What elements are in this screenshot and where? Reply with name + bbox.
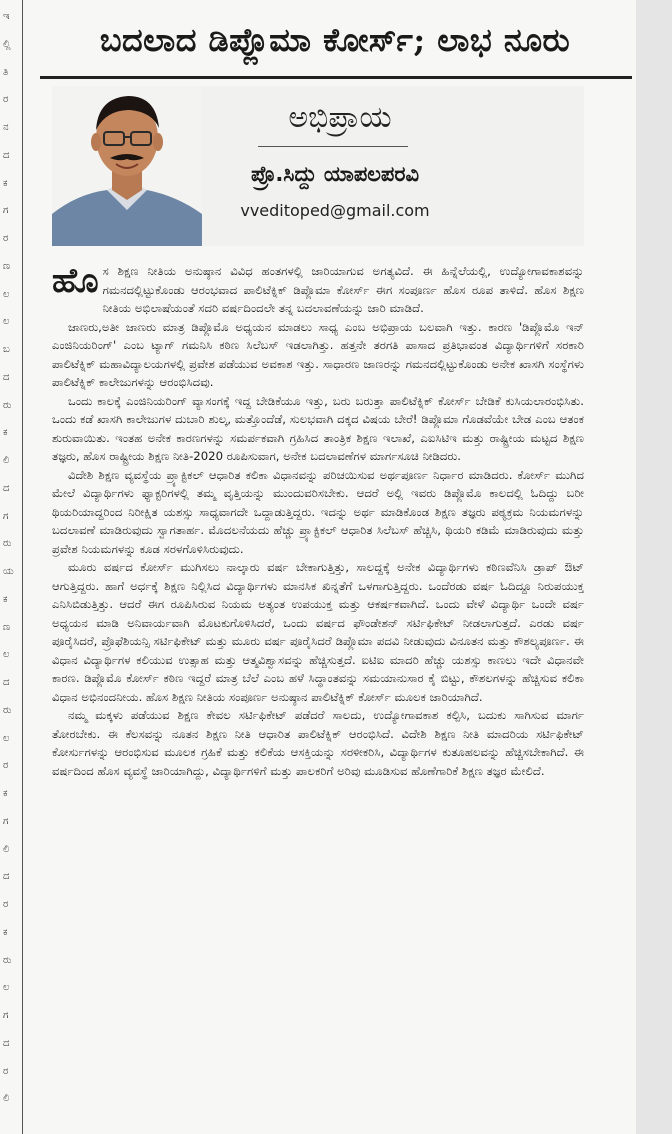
adjacent-column-fragment: ಗ [3,1010,9,1021]
adjacent-column-fragment: ಣ [3,260,11,272]
adjacent-column-fragment: ಲಿ [3,843,10,855]
adjacent-column-fragment: ರು [3,538,12,550]
adjacent-column-edge [0,0,23,1134]
adjacent-column-fragment: ಕ [3,788,8,799]
adjacent-column-fragment: ಯ [3,566,14,577]
adjacent-column-fragment: ರು [3,704,12,716]
article-paragraph: ಜಾಣರು,ಅತೀ ಜಾಣರು ಮಾತ್ರ ಡಿಪ್ಲೊಮೊ ಅಧ್ಯಯನ ಮಾಡಲು ಸಾಧ್ಯ ಎಂಬ ಅಭಿಪ್ರಾಯ ಬಲವಾಗಿ ಇತ್ತು. ಕಾರಣ 'ಡಿಪ್ಲೊಮೊ ಇನ್ ಎಂಜಿನಿಯರಿಂಗ್' ಎಂಬ ಟ್ಯಾಗ್ ಗಮನಿಸಿ ಕಠಿಣ ಸಿಲೆಬಸ್ ಇಡಲಾಗಿತ್ತು. ಹತ್ತನೇ ತರಗತಿ ಪಾಸಾದ ಪ್ರತಿಭಾವಂತ ವಿದ್ಯಾರ್ಥಿಗಳಿಗೆ ಸರಕಾರಿ ಪಾಲಿಟೆಕ್ನಿಕ್ ಮಹಾವಿದ್ಯಾಲಯಗಳಲ್ಲಿ ಪ್ರವೇಶ ಪಡೆಯುವ ಅವಕಾಶ ಇತ್ತು. ಸಾಧಾರಣ ಜಾಣರನ್ನು ಗಮನದಲ್ಲಿಟ್ಟುಕೊಂಡು ಅನೇಕ ಖಾಸಗಿ ಸಂಸ್ಥೆಗಳು ಪಾಲಿಟೆಕ್ನಿಕ್ ಕಾಲೇಜುಗಳನ್ನು ಆರಂಭಿಸಿದವು. [52,319,584,389]
adjacent-column-fragment: ದ [3,871,10,883]
adjacent-column-fragment: ರ [3,94,9,106]
adjacent-column-fragment: ರು [3,954,12,966]
author-name: ಪ್ರೊ.ಸಿದ್ದು ಯಾಪಲಪರವಿ [250,162,420,186]
column-title-rule [258,146,408,147]
article-paragraph [52,262,584,318]
adjacent-column-fragment: ಗ [3,510,9,522]
adjacent-column-fragment: ದ [3,149,10,161]
column-title: ಅಭಿಪ್ರಾಯ [288,100,392,135]
adjacent-column-fragment: ದ [3,482,10,494]
headline-rule [40,76,632,79]
adjacent-column-fragment: ರ [3,1065,9,1077]
adjacent-column-fragment: ಕ [3,593,8,605]
adjacent-column-fragment: ಲಿ [3,455,10,466]
adjacent-column-fragment: ರು [3,399,12,411]
adjacent-column-fragment: ಕ [3,926,8,938]
article-paragraph: ನಮ್ಮ ಮಕ್ಕಳು ಪಡೆಯುವ ಶಿಕ್ಷಣ ಕೇವಲ ಸರ್ಟಿಫಿಕೇಟ್ ಪಡೆದರೆ ಸಾಲದು, ಉದ್ಯೋಗಾವಕಾಶ ಕಲ್ಪಿಸಿ, ಬದುಕು ಸಾಗಿಸುವ ಮಾರ್ಗ ತೋರಬೇಕು. ಈ ಕೆಲಸವನ್ನು ನೂತನ ಶಿಕ್ಷಣ ನೀತಿ ಆಧಾರಿತ ಪಾಲಿಟೆಕ್ನಿಕ್ ಆರಂಭಿಸಿದೆ. ವಿದೇಶಿ ಶಿಕ್ಷಣ ನೀತಿ ಮಾದರಿಯ ಸರ್ಟಿಫಿಕೇಟ್ ಕೋರ್ಸುಗಳನ್ನು ಆರಂಭಿಸುವ ಮೂಲಕ ಗ್ರಹಿಕೆ ಮತ್ತು ಕಲಿಕೆಯ ಆಸಕ್ತಿಯನ್ನು ಸರಳೀಕರಿಸಿ, ವಿದ್ಯಾರ್ಥಿಗಳ ಕುತೂಹಲವನ್ನು ಹೆಚ್ಚಿಸಬೇಕಾಗಿದೆ. ಈ ವರ್ಷದಿಂದ ಹೊಸ ವ್ಯವಸ್ಥೆ ಜಾರಿಯಾಗಿದ್ದು, ವಿದ್ಯಾರ್ಥಿಗಳಿಗೆ ಮತ್ತು ಪಾಲಕರಿಗೆ ಅರಿವು ಮೂಡಿಸುವ ಹೊಣೆಗಾರಿಕೆ ಶಿಕ್ಷಣ ತಜ್ಞರ ಮೇಲಿದೆ. [52,708,584,778]
article-paragraph: ವಿದೇಶಿ ಶಿಕ್ಷಣ ವ್ಯವಸ್ಥೆಯ ಪ್ರ್ಯಾಕ್ಟಿಕಲ್ ಆಧಾರಿತ ಕಲಿಕಾ ವಿಧಾನವನ್ನು ಪರಿಚಯಿಸುವ ಅರ್ಥಪೂರ್ಣ ನಿರ್ಧಾರ ಮಾಡಿದರು. ಕೋರ್ಸ್ ಮುಗಿದ ಮೇಲೆ ವಿದ್ಯಾರ್ಥಿಗಳು ಫ್ಯಾಕ್ಟರಿಗಳಲ್ಲಿ ತಮ್ಮ ವೃತ್ತಿಯನ್ನು ಮುಂದುವರಿಸಬೇಕು. ಆದರೆ ಅಲ್ಲಿ ಇವರು ಡಿಪ್ಲೊಮೊ ಕಾಲದಲ್ಲಿ ಓದಿದ್ದು ಬರೀ ಥಿಯರಿಯಾದ್ದರಿಂದ ನಿರೀಕ್ಷಿತ ಯಶಸ್ಸು ಸಾಧ್ಯವಾಗದೇ ಒದ್ದಾಡುತ್ತಿದ್ದರು. ಇದನ್ನು ಅರ್ಥ ಮಾಡಿಕೊಂಡ ಶಿಕ್ಷಣ ತಜ್ಞರು ಪಠ್ಯಕ್ರಮ ನಿಯಮಗಳನ್ನು ಬದಲಾವಣೆ ಮಾಡಿರುವುದು ಸ್ವಾಗತಾರ್ಹ. ಮೊದಲನೆಯದು ಹೆಚ್ಚು ಪ್ರ್ಯಾಕ್ಟಿಕಲ್ ಆಧಾರಿತ ಸಿಲೆಬಸ್ ಹೆಚ್ಚಿಸಿ, ಥಿಯರಿ ಕಡಿಮೆ ಮಾಡಿರುವುದು ಮತ್ತು ಪ್ರವೇಶ ನಿಯಮಗಳನ್ನು ಕೂಡ ಸರಳಗೊಳಿಸಿರುವುದು. [52,467,584,556]
paragraph-text: ಸ ಶಿಕ್ಷಣ ನೀತಿಯ ಅನುಷ್ಠಾನ ವಿವಿಧ ಹಂತಗಳಲ್ಲಿ ಜಾರಿಯಾಗುವ ಅಗತ್ಯವಿದೆ. ಈ ಹಿನ್ನೆಲೆಯಲ್ಲಿ, ಉದ್ಯೋಗಾವಕಾಶವನ್ನು ಗಮನದಲ್ಲಿಟ್ಟುಕೊಂಡು ಆರಂಭವಾದ ಪಾಲಿಟೆಕ್ನಿಕ್ ಡಿಪ್ಲೊಮಾ ಕೋರ್ಸ್ ಈಗ ಸಂಪೂರ್ಣ ಹೊಸ ರೂಪ ತಾಳಿದೆ. ಹೊಸ ಶಿಕ್ಷಣ ನೀತಿಯ ಅಭಿಲಾಷೆಯಂತೆ ಸದರಿ ವರ್ಷದಿಂದಲೇ ತನ್ನ ಬದಲಾವಣೆಯನ್ನು ಜಾರಿ ಮಾಡಿದೆ. [102,264,584,315]
adjacent-column-fragment: ಗ [3,815,9,827]
adjacent-column-fragment: ಗ [3,205,9,217]
adjacent-column-fragment: ಲ [3,316,10,328]
adjacent-column-fragment: ದ [3,371,10,383]
adjacent-column-fragment: ತಿ [3,66,9,78]
adjacent-column-fragment: ಕ [3,177,8,189]
adjacent-column-fragment: ರ [3,899,9,910]
adjacent-column-fragment: ಇ [3,11,10,22]
article-headline: ಬದಲಾದ ಡಿಪ್ಲೊಮಾ ಕೋರ್ಸ್‌; ಲಾಭ ನೂರು [99,21,571,59]
article-paragraph: ಒಂದು ಕಾಲಕ್ಕೆ ಎಂಜಿನಿಯರಿಂಗ್ ವ್ಯಾಸಂಗಕ್ಕೆ ಇದ್ದ ಬೇಡಿಕೆಯೂ ಇತ್ತು, ಬರು ಬರುತ್ತಾ ಪಾಲಿಟೆಕ್ನಿಕ್ ಕೋರ್ಸ್ ಬೇಡಿಕೆ ಕುಸಿಯಲಾರಂಭಿಸಿತು. ಒಂದು ಕಡೆ ಖಾಸಗಿ ಕಾಲೇಜುಗಳ ದುಬಾರಿ ಶುಲ್ಕ, ಮತ್ತೊಂದೆಡೆ, ಸುಲಭವಾಗಿ ದಕ್ಕದ ವಿಷಯ ಬೇರೆ! ಡಿಪ್ಲೊಮಾ ಗೊಡವೆಯೇ ಬೇಡ ಎಂಬ ಆತಂಕ ಶುರುವಾಯಿತು. ಇಂತಹ ಅನೇಕ ಕಾರಣಗಳನ್ನು ಸಮರ್ಪಕವಾಗಿ ಗ್ರಹಿಸಿದ ತಾಂತ್ರಿಕ ಶಿಕ್ಷಣ ಇಲಾಖೆ, ಎಐಸಿಟಿಇ ಮತ್ತು ರಾಷ್ಟ್ರೀಯ ಮಟ್ಟದ ಶಿಕ್ಷಣ ತಜ್ಞರು, ಹೊಸ ರಾಷ್ಟ್ರೀಯ ಶಿಕ್ಷಣ ನೀತಿ-2020 ರೂಪಿಸುವಾಗ, ಅನೇಕ ಬದಲಾವಣೆಗಳ ಮಾರ್ಗಸೂಚಿ ನೀಡಿದರು. [52,393,584,463]
adjacent-column-fragment: ಣ [3,621,11,633]
adjacent-column-fragment: ರ [3,760,9,772]
author-email: vveditoped@gmail.com [240,201,430,220]
adjacent-column-fragment: ದ [3,1037,10,1049]
author-photo [52,86,202,246]
drop-cap: ಹೊ [52,262,99,301]
article-paragraph: ಮೂರು ವರ್ಷದ ಕೋರ್ಸ್ ಮುಗಿಸಲು ನಾಲ್ಕಾರು ವರ್ಷ ಬೇಕಾಗುತ್ತಿತ್ತು, ಸಾಲದ್ದಕ್ಕೆ ಅನೇಕ ವಿದ್ಯಾರ್ಥಿಗಳು ಕಠಿಣವೆನಿಸಿ ಡ್ರಾಪ್ ಔಟ್ ಆಗುತ್ತಿದ್ದರು. ಹಾಗೆ ಅರ್ಧಕ್ಕೆ ಶಿಕ್ಷಣ ನಿಲ್ಲಿಸಿದ ವಿದ್ಯಾರ್ಥಿಗಳು ಮಾನಸಿಕ ಖಿನ್ನತೆಗೆ ಒಳಗಾಗುತ್ತಿದ್ದರು. ಒಂದೆರಡು ವರ್ಷ ಓದಿದ್ದೂ ನಿರುಪಯುಕ್ತ ಎನಿಸಿಬಿಡುತ್ತಿತ್ತು. ಆದರೆ ಈಗ ರೂಪಿಸಿರುವ ನಿಯಮ ಅತ್ಯಂತ ಉಪಯುಕ್ತ ಮತ್ತು ಆಕರ್ಷಕವಾಗಿದೆ. ಒಂದು ವೇಳೆ ವಿದ್ಯಾರ್ಥಿ ಒಂದೇ ವರ್ಷ ಅಧ್ಯಯನ ಮಾಡಿ ಅನಿವಾರ್ಯವಾಗಿ ಮೊಟಕುಗೊಳಿಸಿದರೆ, ಒಂದು ವರ್ಷದ ಫೌಂಡೇಶನ್ ಸರ್ಟಿಫಿಕೇಟ್ ನೀಡಲಾಗುತ್ತದೆ. ಎರಡು ವರ್ಷ ಪೂರೈಸಿದರೆ, ಪ್ರೊಫೆಶಿಯನ್ಸಿ ಸರ್ಟಿಫಿಕೇಟ್ ಮತ್ತು ಮೂರು ವರ್ಷ ಪೂರೈಸಿದರೆ ಡಿಪ್ಲೊಮಾ ಪದವಿ ನೀಡುವುದು ವಿನೂತನ ಮತ್ತು ಕೌಶಲ್ಯಪೂರ್ಣ. ಈ ವಿಧಾನ ವಿದ್ಯಾರ್ಥಿಗಳ ಕಲಿಯುವ ಉತ್ಸಾಹ ಮತ್ತು ಆತ್ಮವಿಶ್ವಾಸವನ್ನು ಹೆಚ್ಚಿಸುತ್ತದೆ. ಐಟಿಐ ಮಾದರಿ ಹೆಚ್ಚು ಯಶಸ್ಸು ಕಾಣಲು ಇದೇ ವಿಧಾನವೇ ಕಾರಣ. ಡಿಪ್ಲೊಮೊ ಕೋರ್ಸ್ ಕಠಿಣ ಇದ್ದರೆ ಮಾತ್ರ ಬೆಲೆ ಎಂಬ ಹಳೆ ಸಿದ್ಧಾಂತವನ್ನು ಸಮಯಾನುಸಾರ ಕೈ ಬಿಟ್ಟು, ಕೌಶಲಗಳನ್ನು ಹೆಚ್ಚಿಸುವ ಕಲಿಕಾ ವಿಧಾನ ಅಭಿನಂದನೀಯ. ಹೊಸ ಶಿಕ್ಷಣ ನೀತಿಯ ಸಂಪೂರ್ಣ ಅನುಷ್ಠಾನ ಪಾಲಿಟೆಕ್ನಿಕ್ ಕೋರ್ಸ್ ಮೂಲಕ ಜಾರಿಯಾಗಿದೆ. [52,560,584,704]
adjacent-column-fragment: ದ [3,677,10,688]
adjacent-column-fragment: ಲ [3,649,10,661]
page-background-strip [636,0,672,1134]
adjacent-column-fragment: ಲ [3,288,10,300]
adjacent-column-fragment: ಕ [3,427,8,439]
adjacent-column-fragment: ರ [3,233,9,244]
adjacent-column-fragment: ಲ [3,732,10,744]
adjacent-column-fragment: ಲಿ [3,1093,10,1105]
adjacent-column-fragment: ಬ [3,344,10,355]
adjacent-column-fragment: ನ [3,122,9,133]
author-portrait-icon [52,86,202,246]
adjacent-column-fragment: ಲ [3,982,10,994]
adjacent-column-fragment: ಲ್ಲಿ [3,38,11,50]
article-body [52,262,584,1132]
